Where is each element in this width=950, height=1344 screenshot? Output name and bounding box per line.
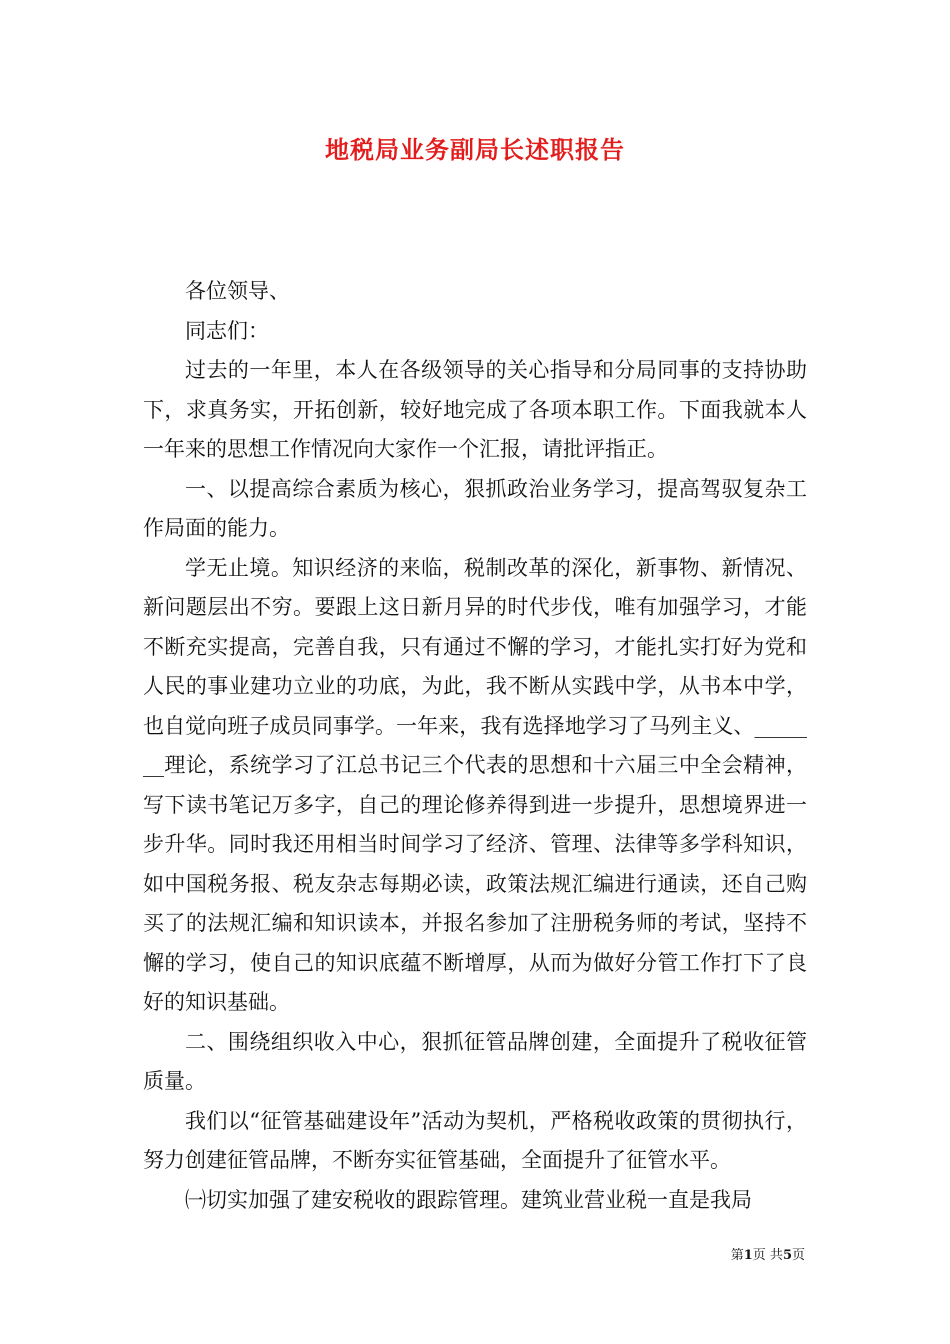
paragraph-collection: 我们以“征管基础建设年”活动为契机，严格税收政策的贯彻执行，努力创建征管品牌，不断夯实征管基础，全面提升了征管水平。 [143,1108,807,1172]
salutation-line-2: 同志们： [185,318,269,343]
footer-middle: 页 共 [752,1248,783,1263]
footer-prefix: 第 [730,1248,744,1263]
paragraph-subsection-1: ㈠切实加强了建安税收的跟踪管理。建筑业营业税一直是我局 [185,1187,752,1212]
footer-current-page: 1 [743,1248,753,1263]
paragraph-study: 学无止境。知识经济的来临，税制改革的深化，新事物、新情况、新问题层出不穷。要跟上这日新月异的时代步伐，唯有加强学习，才能不断充实提高，完善自我，只有通过不懈的学习，才能扎实打好为党和人民的事业建功立业的功底，为此，我不断从实践中学，从书本中学，也自觉向班子成员同事学。一年来，我有选择地学习了马列主义、_______理论，系统学习了江总书记三个代表的思想和十六届三中全会精神，写下读书笔记万多字，自己的理论修养得到进一步提升，思想境界进一步升华。同时我还用相当时间学习了经济、管理、法律等多学科知识，如中国税务报、税友杂志每期必读，政策法规汇编进行通读，还自己购买了的法规汇编和知识读本，并报名参加了注册税务师的考试，坚持不懈的学习，使自己的知识底蕴不断增厚，从而为做好分管工作打下了良好的知识基础。 [143,555,807,1014]
footer-suffix: 页 [791,1248,805,1263]
document-title: 地税局业务副局长述职报告 [325,135,625,164]
page-footer [731,1247,805,1265]
section-heading-1: 一、以提高综合素质为核心，狠抓政治业务学习，提高驾驭复杂工作局面的能力。 [143,476,807,540]
paragraph-intro: 过去的一年里，本人在各级领导的关心指导和分局同事的支持协助下，求真务实，开拓创新，较好地完成了各项本职工作。下面我就本人一年来的思想工作情况向大家作一个汇报，请批评指正。 [143,358,807,461]
footer-total-pages: 5 [782,1248,792,1263]
section-heading-2: 二、围绕组织收入中心，狠抓征管品牌创建，全面提升了税收征管质量。 [143,1029,807,1093]
document-body [143,272,807,1220]
salutation-line-1: 各位领导、 [185,279,290,303]
